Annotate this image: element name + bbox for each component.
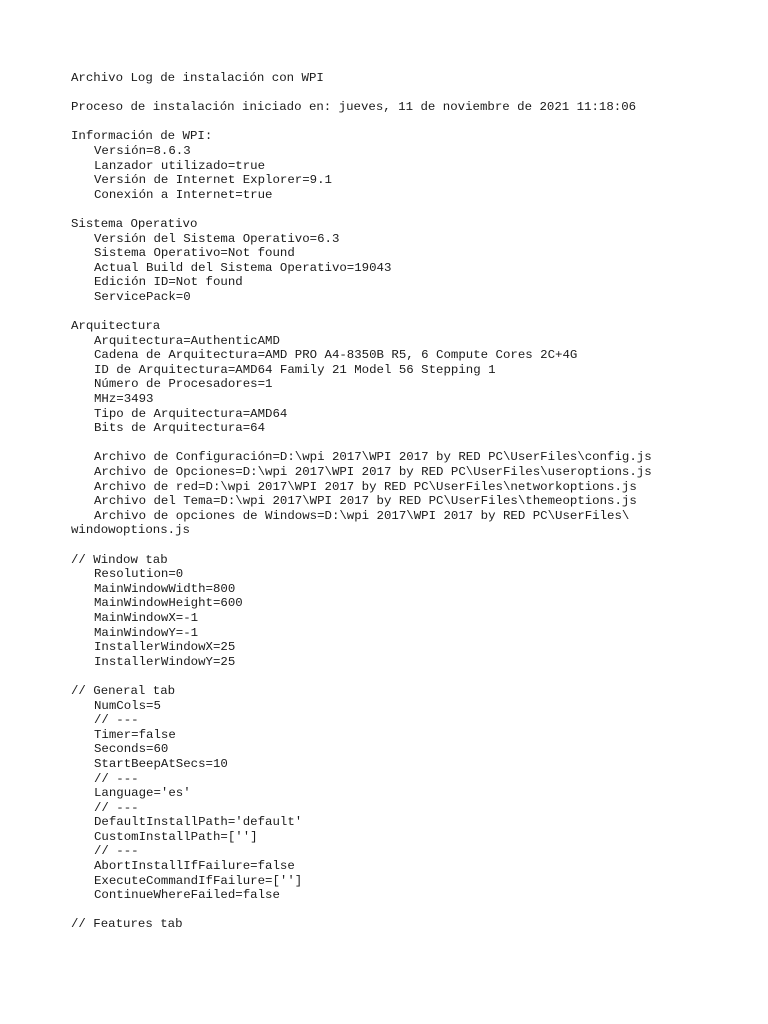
file-path-line: Archivo de opciones de Windows=D:\wpi 2017\WPI 2017 by RED PC\UserFiles\ <box>94 508 630 523</box>
os-line: Actual Build del Sistema Operativo=19043 <box>94 260 392 275</box>
window-tab-heading: // Window tab <box>71 552 168 567</box>
spacer <box>71 903 652 918</box>
window-tab-line: MainWindowHeight=600 <box>94 596 243 611</box>
install-start-line: Proceso de instalación iniciado en: jueves, 11 de noviembre de 2021 11:18:06 <box>71 100 637 115</box>
spacer <box>71 202 652 217</box>
arch-line: Tipo de Arquitectura=AMD64 <box>94 406 288 421</box>
os-line: Versión del Sistema Operativo=6.3 <box>94 231 340 246</box>
features-tab-heading: // Features tab <box>71 917 183 932</box>
wpi-info-line: Conexión a Internet=true <box>94 187 273 202</box>
os-line: ServicePack=0 <box>94 289 191 304</box>
general-tab-line: AbortInstallIfFailure=false <box>94 859 295 874</box>
file-path-line: Archivo de Configuración=D:\wpi 2017\WPI 2017 by RED PC\UserFiles\config.js <box>94 450 652 465</box>
general-tab-heading: // General tab <box>71 683 176 698</box>
wpi-info-line: Versión=8.6.3 <box>94 143 191 158</box>
window-tab-line: InstallerWindowY=25 <box>94 654 236 669</box>
log-document <box>71 71 652 932</box>
general-tab-line: // --- <box>94 713 139 728</box>
wpi-info-heading: Información de WPI: <box>71 129 213 144</box>
general-tab-line: Seconds=60 <box>94 742 169 757</box>
general-tab-line: ContinueWhereFailed=false <box>94 888 280 903</box>
spacer <box>71 538 652 553</box>
general-tab-line: CustomInstallPath=[''] <box>94 829 258 844</box>
arch-heading: Arquitectura <box>71 319 161 334</box>
spacer <box>71 436 652 451</box>
arch-line: ID de Arquitectura=AMD64 Family 21 Model 56 Stepping 1 <box>94 362 496 377</box>
arch-line: Cadena de Arquitectura=AMD PRO A4-8350B R5, 6 Compute Cores 2C+4G <box>94 348 578 363</box>
os-line: Sistema Operativo=Not found <box>94 246 295 261</box>
os-line: Edición ID=Not found <box>94 275 243 290</box>
file-path-wrap: windowoptions.js <box>71 523 190 538</box>
spacer <box>71 305 652 320</box>
file-path-line: Archivo de Opciones=D:\wpi 2017\WPI 2017 by RED PC\UserFiles\useroptions.js <box>94 465 652 480</box>
arch-line: Arquitectura=AuthenticAMD <box>94 333 280 348</box>
general-tab-line: StartBeepAtSecs=10 <box>94 756 228 771</box>
arch-line: Número de Procesadores=1 <box>94 377 273 392</box>
arch-line: Bits de Arquitectura=64 <box>94 421 266 436</box>
os-heading: Sistema Operativo <box>71 216 198 231</box>
spacer <box>71 86 652 101</box>
general-tab-line: Language='es' <box>94 786 191 801</box>
window-tab-line: MainWindowY=-1 <box>94 625 199 640</box>
window-tab-line: Resolution=0 <box>94 567 184 582</box>
general-tab-line: // --- <box>94 800 139 815</box>
spacer <box>71 115 652 130</box>
wpi-info-line: Versión de Internet Explorer=9.1 <box>94 173 332 188</box>
window-tab-line: MainWindowWidth=800 <box>94 581 236 596</box>
general-tab-line: DefaultInstallPath='default' <box>94 815 303 830</box>
general-tab-line: // --- <box>94 771 139 786</box>
general-tab-line: // --- <box>94 844 139 859</box>
file-path-line: Archivo del Tema=D:\wpi 2017\WPI 2017 by RED PC\UserFiles\themeoptions.js <box>94 494 637 509</box>
window-tab-line: MainWindowX=-1 <box>94 610 199 625</box>
file-path-line: Archivo de red=D:\wpi 2017\WPI 2017 by RED PC\UserFiles\networkoptions.js <box>94 479 637 494</box>
arch-line: MHz=3493 <box>94 392 154 407</box>
spacer <box>71 669 652 684</box>
general-tab-line: ExecuteCommandIfFailure=[''] <box>94 873 303 888</box>
general-tab-line: NumCols=5 <box>94 698 161 713</box>
wpi-info-line: Lanzador utilizado=true <box>94 158 266 173</box>
general-tab-line: Timer=false <box>94 727 176 742</box>
log-title: Archivo Log de instalación con WPI <box>71 71 324 85</box>
window-tab-line: InstallerWindowX=25 <box>94 640 236 655</box>
